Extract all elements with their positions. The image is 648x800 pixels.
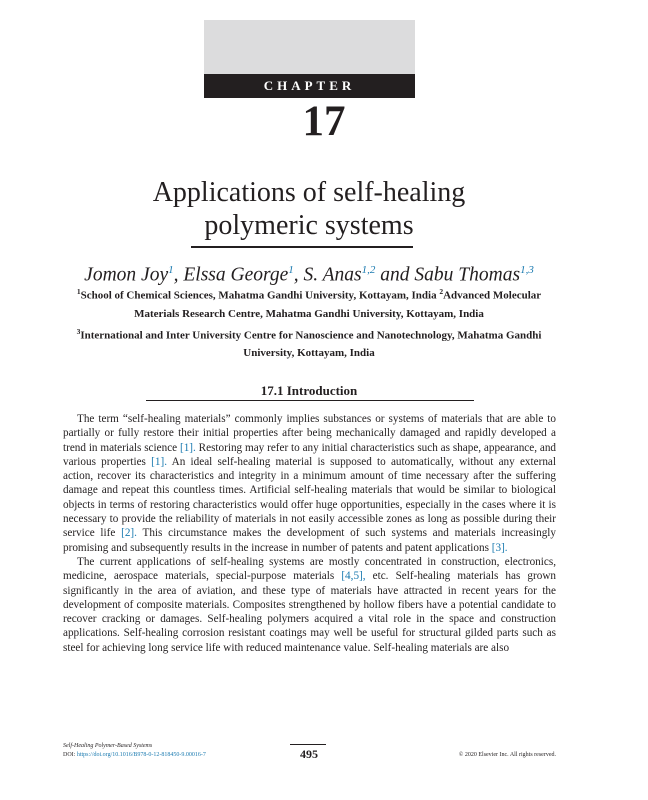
title-underline bbox=[191, 246, 413, 248]
author-separator: , bbox=[293, 264, 304, 286]
chapter-number: 17 bbox=[302, 98, 346, 145]
citation-link[interactable]: [3]. bbox=[491, 541, 508, 554]
citation-link[interactable]: [4,5], bbox=[341, 570, 366, 583]
citation-link[interactable]: [1]. bbox=[179, 441, 196, 454]
author-name: Elssa George bbox=[183, 264, 289, 286]
affiliation-block-2: $^3$International and Inter University Centre for Nanoscience and Nanotechnology, Mahatma Gandhi University, Kottayam, India bbox=[76, 326, 542, 360]
author-separator: , bbox=[173, 264, 184, 286]
title-line-1: Applications of self-healing bbox=[152, 177, 466, 208]
affiliations bbox=[60, 283, 558, 362]
doi-line: DOI: https://doi.org/10.1016/B978-0-12-818450-9.00016-7 bbox=[63, 752, 206, 758]
author-name: Sabu Thomas bbox=[414, 264, 521, 286]
section-heading: 17.1 Introduction bbox=[260, 383, 358, 398]
affiliation-block-1: $^1$School of Chemical Sciences, Mahatma Gandhi University, Kottayam, India $^2$Advanced Molecular Materials Research Centre, Mahatma Gandhi University, Kottayam, India bbox=[76, 287, 542, 320]
author-affiliation-ref[interactable]: 1 bbox=[288, 264, 294, 276]
author-affiliation-ref[interactable]: 1,3 bbox=[520, 264, 534, 276]
copyright-notice: © 2020 Elsevier Inc. All rights reserved. bbox=[458, 752, 556, 758]
author-affiliation-ref[interactable]: 1 bbox=[168, 264, 174, 276]
book-title: Self-Healing Polymer-Based Systems bbox=[63, 743, 153, 749]
page-number-rule bbox=[290, 744, 326, 745]
author-name: Jomon Joy bbox=[84, 264, 169, 286]
author-affiliation-ref[interactable]: 1,2 bbox=[361, 264, 376, 276]
paragraph-2: The current applications of self-healing systems are mostly concentrated in construction, electronics, medicine, aerospace materials, special-purpose materials [4,5], etc. Self-healing materials has grown significantly in the area of aviation, and these type of materials have attracted in recent years for the development of composite materials. Composites strengthened by hollow fibers have a potential candidate to recover cracking or damages. Self-healing polymers acquired a vital role in the space and construction applications. Self-healing corrosion resistant coatings may well be useful for structural gilded parts such as steel for achieving long service life with reduced maintenance value. Self-healing materials are also bbox=[63, 555, 556, 654]
body-text bbox=[63, 412, 556, 655]
section-rule bbox=[146, 400, 474, 401]
chapter-banner bbox=[204, 20, 415, 98]
citation-link[interactable]: [2]. bbox=[121, 527, 137, 540]
page-number: 495 bbox=[300, 747, 318, 761]
chapter-title bbox=[0, 176, 618, 242]
citation-link[interactable]: [1]. bbox=[151, 455, 167, 468]
doi-link[interactable]: https://doi.org/10.1016/B978-0-12-818450-9.00016-7 bbox=[76, 752, 206, 758]
chapter-label: CHAPTER bbox=[263, 78, 356, 93]
author-separator: and bbox=[375, 264, 415, 286]
author-name: S. Anas bbox=[303, 264, 362, 286]
chapter-band bbox=[204, 74, 415, 98]
paragraph-1: The term “self-healing materials” commonly implies substances or systems of materials that are able to partially or fully restore their initial properties after being mechanically damaged and rapidly developed a trend in materials science [1]. Restoring may refer to any initial characteristics such as shape, appearance, and various properties [1]. An ideal self-healing material is supposed to automatically, without any external action, recover its characteristics and integrity in a minimum amount of time necessary after the suffering damage and repeat this countless times. Artificial self-healing materials that would be similar to biological objects in terms of restoring characteristics would offer huge opportunities, especially in the cases where it is necessary to provide the reliability of materials in not easily accessible zones as long as possible during their service life [2]. This circumstance makes the development of such systems and materials increasingly promising and subsequently results in the increase in number of patents and patent applications [3]. bbox=[63, 413, 557, 554]
title-line-2: polymeric systems bbox=[204, 210, 414, 241]
